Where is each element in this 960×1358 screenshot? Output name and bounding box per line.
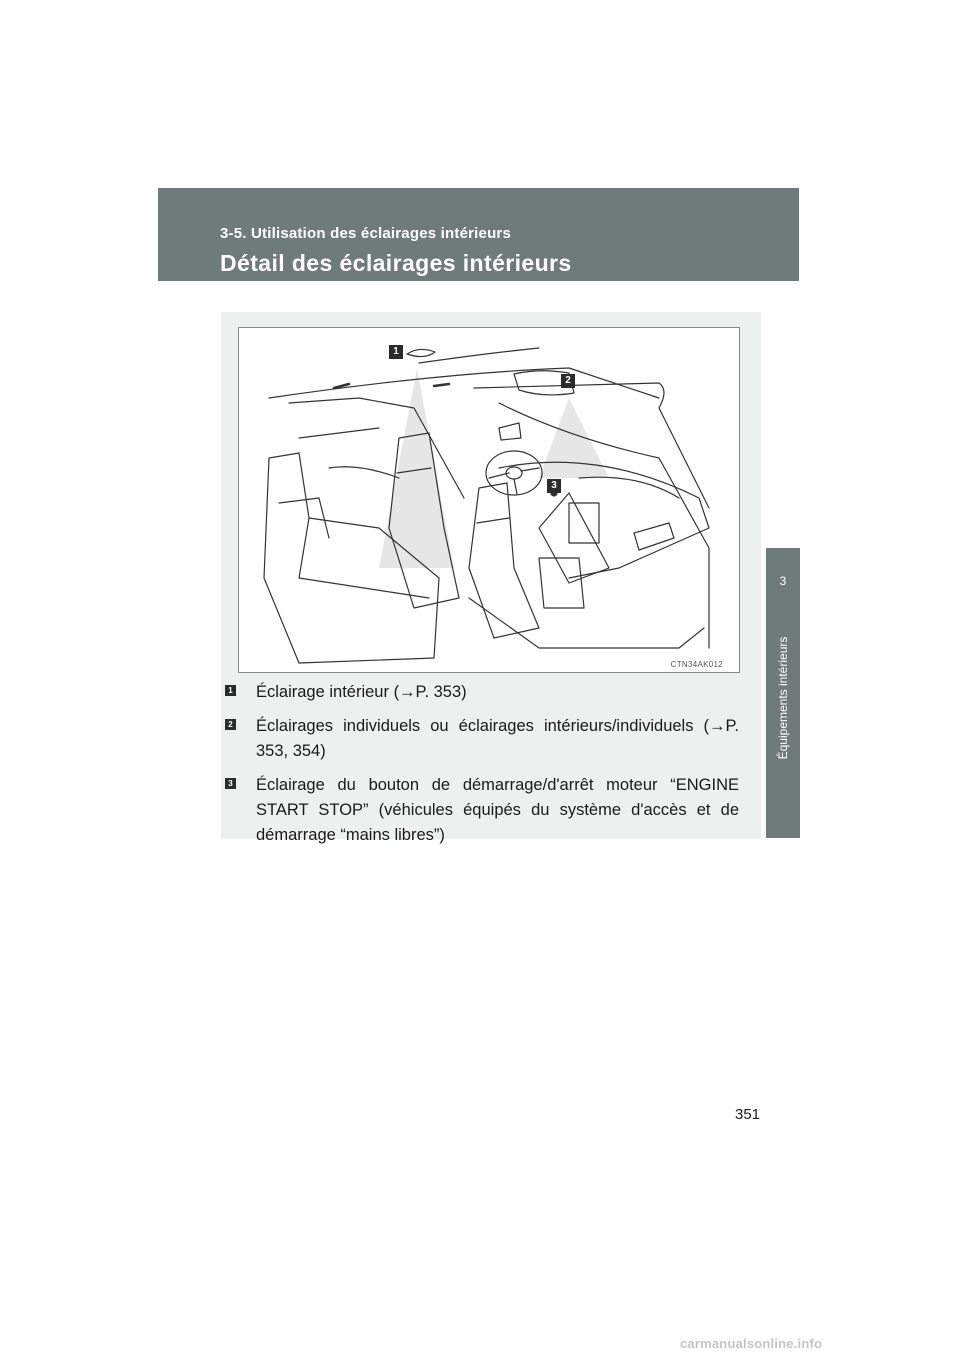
figure-code: CTN34AK012 [670,660,723,669]
list-item [221,680,761,705]
item-marker: 2 [225,719,236,730]
item-text: Éclairage intérieur (→P. 353) [256,683,467,701]
section-label: 3-5. Utilisation des éclairages intérieurs [220,225,512,242]
item-marker: 3 [225,778,236,789]
item-marker: 1 [225,685,236,696]
car-interior-illustration [239,328,739,672]
item-text: Éclairages individuels ou éclairages intérieurs/individuels (→P. 353, 354) [256,717,739,760]
chapter-side-tab[interactable] [766,548,800,838]
chapter-number: 3 [779,574,787,588]
page-number: 351 [735,1106,761,1123]
content-panel [221,312,761,844]
section-header [158,188,799,281]
figure-callout-2: 2 [561,374,575,388]
car-interior-figure [238,327,740,673]
list-item [221,714,761,764]
figure-callout-3: 3 [547,479,561,493]
page-title: Détail des éclairages intérieurs [220,250,572,276]
figure-callout-1: 1 [389,345,403,359]
item-text: Éclairage du bouton de démarrage/d'arrêt moteur “ENGINE START STOP” (véhicules équipés du système d'accès et de démarrage “mains libres”) [256,776,739,844]
watermark[interactable]: carmanualsonline.info [680,1336,823,1351]
chapter-label: Équipements intérieurs [776,636,790,760]
list-item [221,773,761,848]
callout-list [221,680,761,848]
